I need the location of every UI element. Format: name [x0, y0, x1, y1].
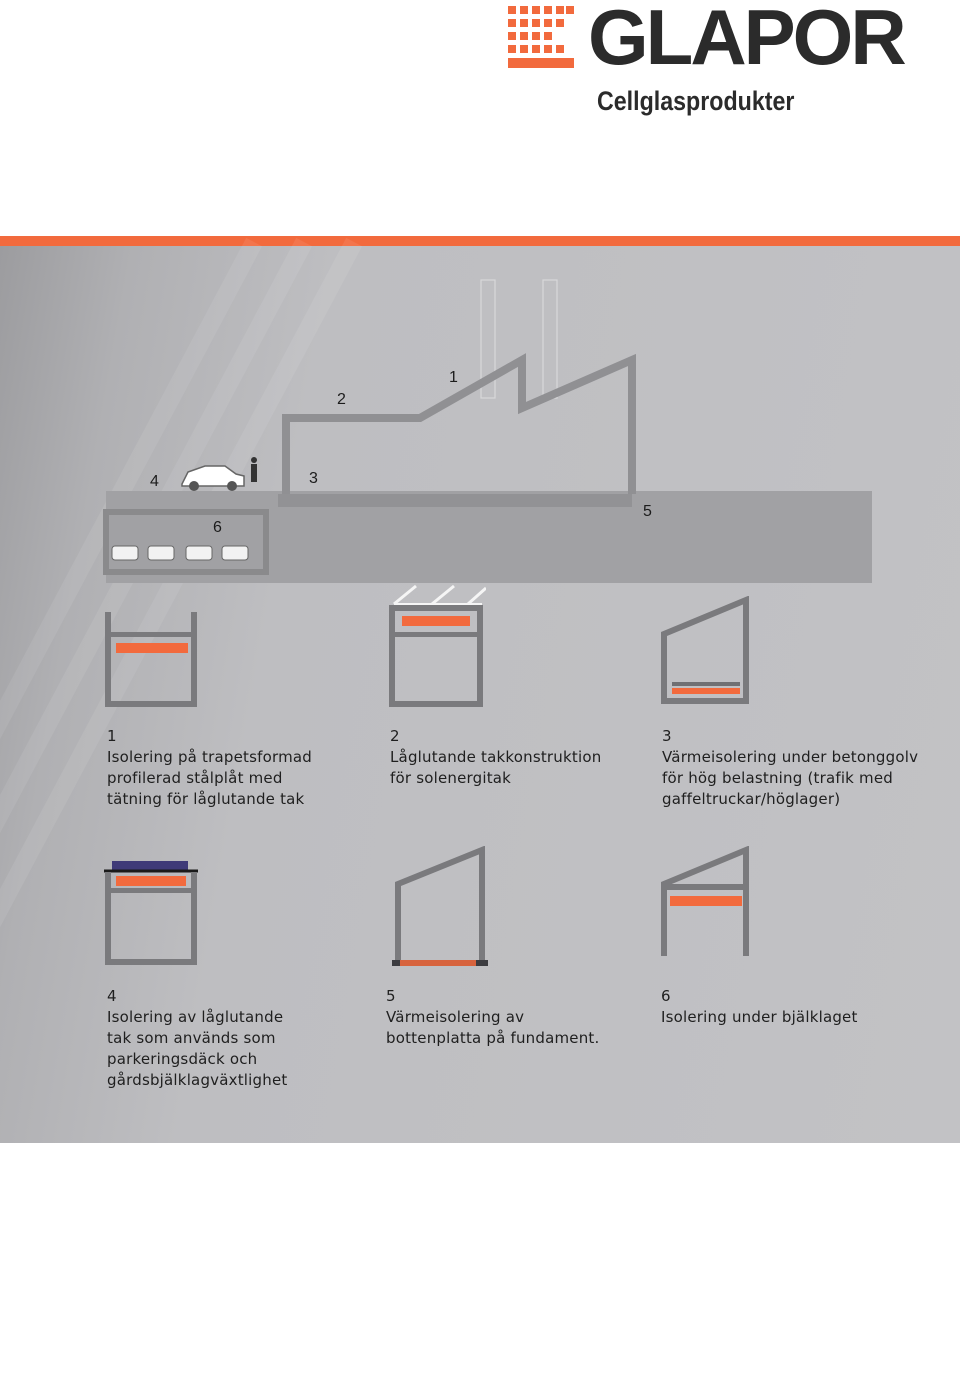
caption-line: för solenergitak [390, 769, 512, 787]
scene-label-1: 1 [449, 369, 458, 386]
application-2-icon [386, 584, 486, 708]
scene-label-2: 2 [337, 391, 346, 408]
page-subtitle: Cellglasprodukter [597, 86, 795, 116]
caption-line: Värmeisolering under betonggolv [662, 748, 919, 766]
application-3-caption [662, 726, 918, 810]
caption-line: gårdsbjälklagväxtlighet [107, 1071, 288, 1089]
application-3-icon [658, 596, 754, 708]
application-1-caption [107, 726, 312, 810]
caption-line: tätning för låglutande tak [107, 790, 305, 808]
caption-line: Isolering på trapetsformad [107, 748, 312, 766]
scene-label-6: 6 [213, 519, 222, 536]
application-5-icon [390, 846, 490, 970]
caption-line: för hög belastning (trafik med [662, 769, 893, 787]
building-cross-section-diagram [0, 246, 960, 606]
application-number: 5 [386, 987, 396, 1005]
caption-line: parkeringsdäck och [107, 1050, 258, 1068]
application-1-icon [104, 612, 198, 708]
scene-label-4: 4 [150, 473, 159, 490]
application-number: 3 [662, 727, 672, 745]
caption-line: tak som används som [107, 1029, 276, 1047]
person-icon [251, 457, 257, 482]
caption-line: profilerad stålplåt med [107, 769, 283, 787]
application-number: 4 [107, 987, 117, 1005]
application-number: 2 [390, 727, 400, 745]
application-2-caption [390, 726, 601, 789]
caption-line: Låglutande takkonstruktion [390, 748, 602, 766]
brand-name: GLAPOR [588, 0, 904, 81]
scene-label-5: 5 [643, 503, 652, 520]
application-6-icon [658, 846, 754, 960]
caption-line: gaffeltruckar/höglager) [662, 790, 841, 808]
glapor-brick-logo-icon [508, 6, 574, 68]
car-icon [182, 466, 244, 491]
caption-line: Isolering under bjälklaget [661, 1008, 858, 1026]
application-4-caption [107, 986, 287, 1091]
application-number: 6 [661, 987, 671, 1005]
accent-divider [0, 236, 960, 246]
application-5-caption [386, 986, 600, 1049]
application-6-caption [661, 986, 858, 1028]
application-4-icon [104, 858, 198, 966]
header [0, 0, 960, 236]
caption-line: Värmeisolering av [386, 1008, 525, 1026]
caption-line: bottenplatta på fundament. [386, 1029, 600, 1047]
application-number: 1 [107, 727, 117, 745]
caption-line: Isolering av låglutande [107, 1008, 284, 1026]
scene-label-3: 3 [309, 470, 318, 487]
